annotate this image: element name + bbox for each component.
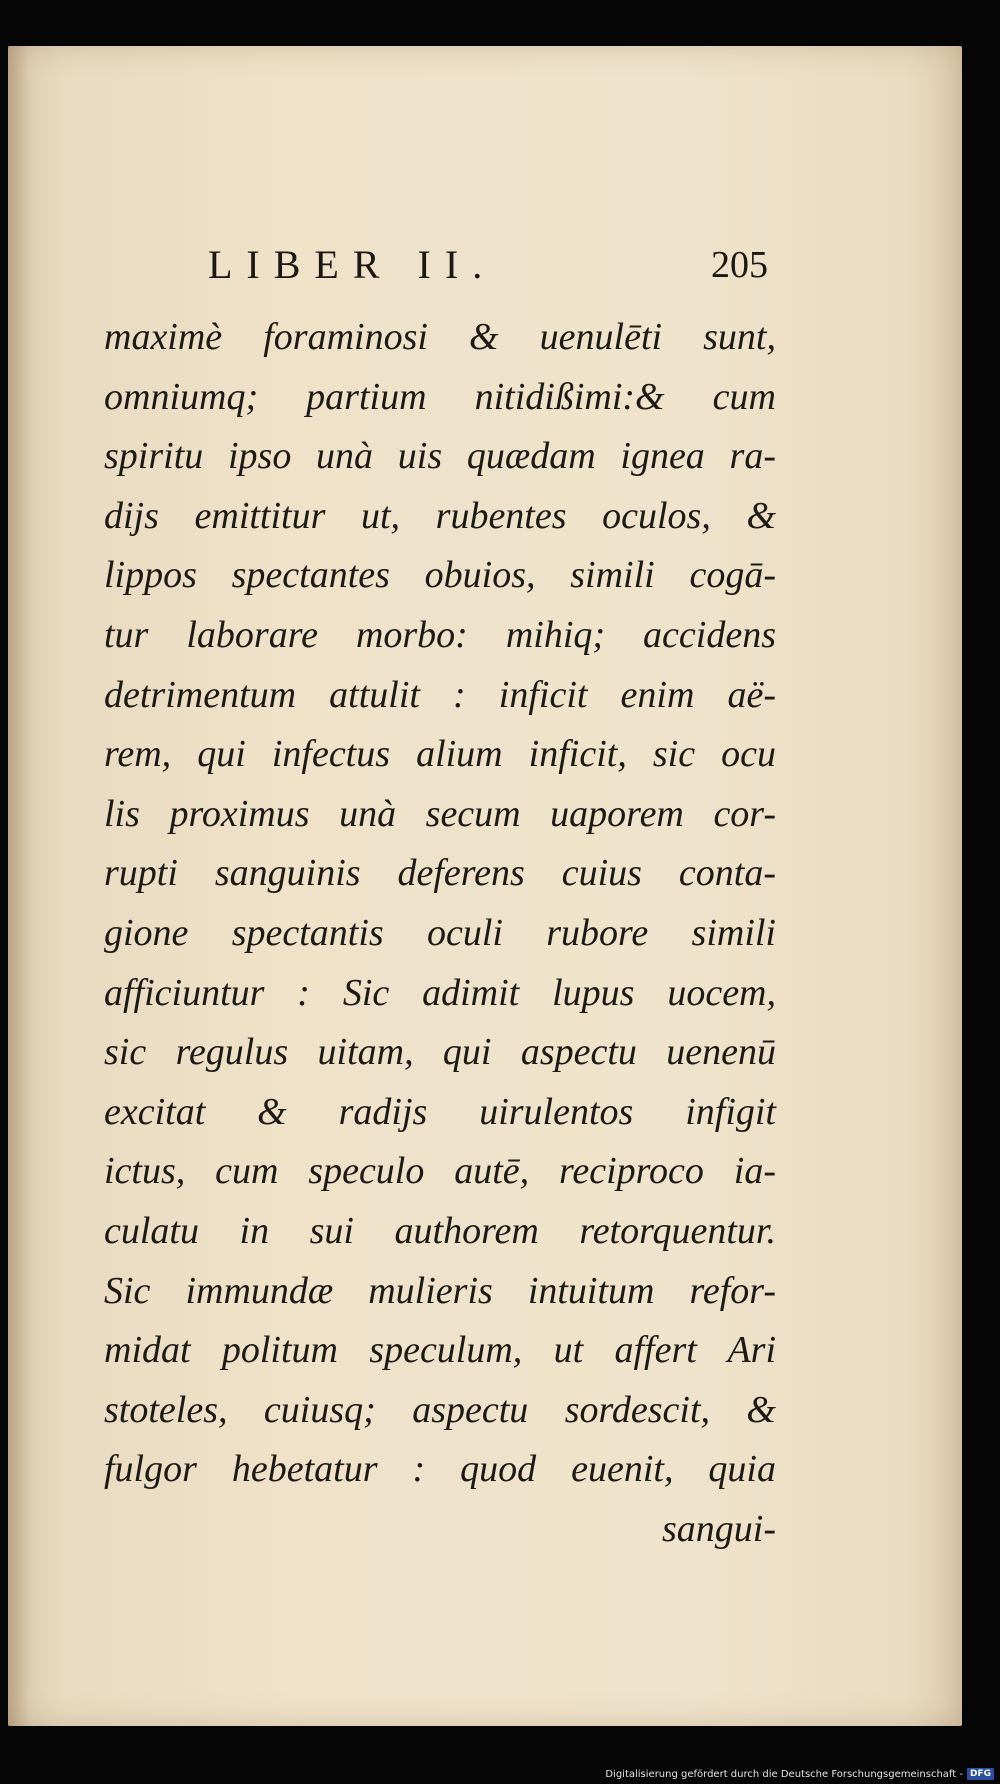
- text-line: lippos spectantes obuios, simili cogā-: [104, 554, 776, 597]
- text-line: stoteles, cuiusq; aspectu sordescit, &: [104, 1388, 776, 1431]
- page-header: [208, 241, 768, 295]
- text-line: Sic immundæ mulieris intuitum refor-: [104, 1269, 776, 1312]
- dfg-logo: DFG: [967, 1768, 994, 1780]
- text-line: dijs emittitur ut, rubentes oculos, &: [104, 494, 776, 537]
- running-head: LIBER II.: [208, 242, 497, 287]
- credit-text: Digitalisierung gefördert durch die Deutsche Forschungsgemeinschaft -: [605, 1768, 963, 1780]
- page-gutter-shadow: [8, 46, 30, 1726]
- page-number: 205: [711, 244, 768, 286]
- text-line: gione spectantis oculi rubore simili: [104, 911, 776, 954]
- text-line: tur laborare morbo: mihiq; accidens: [104, 613, 776, 656]
- text-line: omniumq; partium nitidißimi:& cum: [104, 375, 776, 418]
- text-line: lis proximus unà secum uaporem cor-: [104, 792, 776, 835]
- text-line: rem, qui infectus alium inficit, sic ocu: [104, 733, 776, 776]
- text-line: maximè foraminosi & uenulēti sunt,: [104, 316, 776, 358]
- text-line: detrimentum attulit : inficit enim aë-: [104, 673, 776, 716]
- text-line: spiritu ipso unà uis quædam ignea ra-: [104, 435, 776, 478]
- digitization-credit: [605, 1768, 994, 1780]
- text-line: midat politum speculum, ut affert Ari: [104, 1329, 776, 1372]
- text-line: ictus, cum speculo autē, reciproco ia-: [104, 1150, 776, 1193]
- text-line: culatu in sui authorem retorquentur.: [104, 1209, 776, 1252]
- text-line: sic regulus uitam, qui aspectu uenenū: [104, 1031, 776, 1074]
- text-line: fulgor hebetatur : quod euenit, quia: [104, 1448, 776, 1491]
- text-line: afficiuntur : Sic adimit lupus uocem,: [104, 971, 776, 1014]
- body-text: [104, 308, 776, 1559]
- text-line: excitat & radijs uirulentos infigit: [104, 1090, 776, 1133]
- catchword: sangui-: [662, 1507, 776, 1550]
- text-line: rupti sanguinis deferens cuius conta-: [104, 852, 776, 895]
- book-page: [8, 46, 962, 1726]
